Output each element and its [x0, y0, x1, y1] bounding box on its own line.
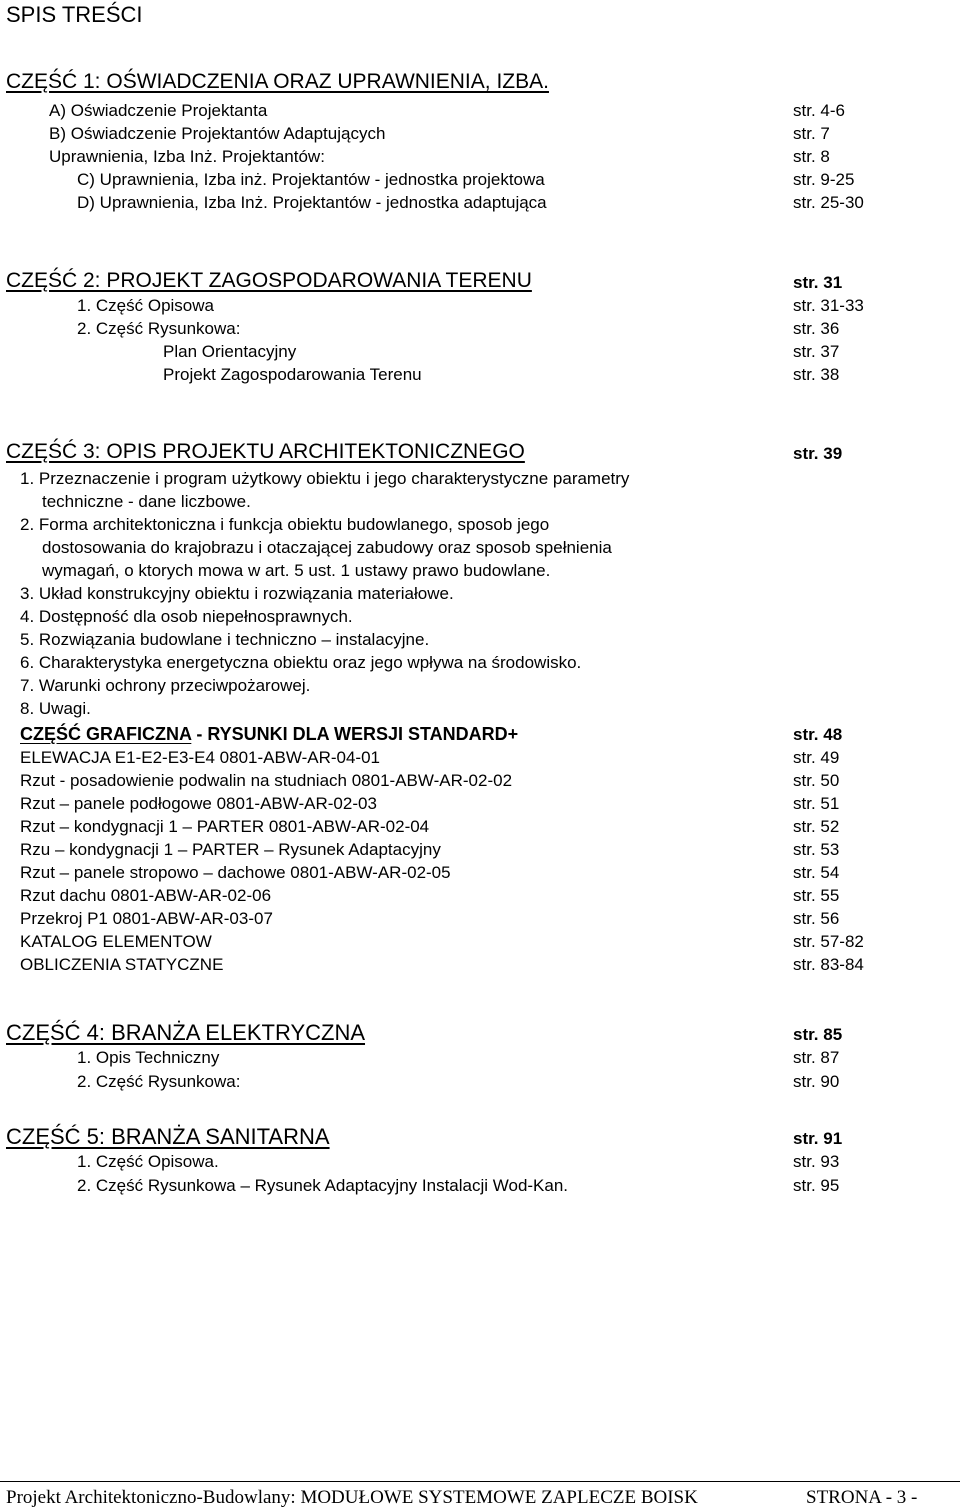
description-line: 5. Rozwiązania budowlane i techniczno – instalacyjne.: [20, 630, 430, 649]
drawing-entry-text: Rzut dachu 0801-ABW-AR-02-06: [20, 886, 272, 905]
drawing-entry-text: OBLICZENIA STATYCZNE: [20, 955, 224, 974]
graphic-part-heading-subtitle: - RYSUNKI DLA WERSJI STANDARD+: [196, 724, 519, 744]
drawing-entry-text: Rzut - posadowienie podwalin na studniach 0801-ABW-AR-02-02: [20, 771, 513, 790]
description-line: 7. Warunki ochrony przeciwpożarowej.: [20, 676, 311, 695]
description-line: 1. Przeznaczenie i program użytkowy obiektu i jego charakterystyczne parametry: [20, 469, 630, 488]
toc-entry-text: C) Uprawnienia, Izba inż. Projektantów - jednostka projektowa: [77, 170, 545, 189]
graphic-part-heading-page: str. 48: [793, 725, 843, 744]
drawing-entry-page: str. 50: [793, 771, 840, 790]
toc-entry-page: str. 93: [793, 1152, 840, 1171]
toc-entry-page: str. 8: [793, 147, 830, 166]
toc-entry-page: str. 38: [793, 365, 840, 384]
description-line: dostosowania do krajobrazu i otaczającej zabudowy oraz sposob spełnienia: [42, 538, 612, 557]
toc-entry-text: 1. Opis Techniczny: [77, 1048, 220, 1067]
toc-entry-text: Plan Orientacyjny: [163, 342, 297, 361]
section-5-heading: CZĘŚĆ 5: BRANŻA SANITARNA: [6, 1124, 330, 1149]
drawing-entry-text: ELEWACJA E1-E2-E3-E4 0801-ABW-AR-04-01: [20, 748, 380, 767]
footer-divider: [0, 1481, 960, 1482]
section-4-heading: CZĘŚĆ 4: BRANŻA ELEKTRYCZNA: [6, 1020, 366, 1045]
drawing-entry-text: Rzut – kondygnacji 1 – PARTER 0801-ABW-AR-02-04: [20, 817, 430, 836]
drawing-entry-page: str. 83-84: [793, 955, 864, 974]
description-line: 4. Dostępność dla osob niepełnosprawnych.: [20, 607, 353, 626]
toc-entry-page: str. 37: [793, 342, 840, 361]
drawing-entry-page: str. 54: [793, 863, 840, 882]
toc-entry-text: B) Oświadczenie Projektantów Adaptujących: [49, 124, 386, 143]
section-5-heading-page: str. 91: [793, 1129, 843, 1148]
drawing-entry-text: Rzut – panele podłogowe 0801-ABW-AR-02-03: [20, 794, 377, 813]
toc-entry-page: str. 87: [793, 1048, 840, 1067]
description-line: 8. Uwagi.: [20, 699, 91, 718]
toc-entry-page: str. 36: [793, 319, 840, 338]
section-2-heading: CZĘŚĆ 2: PROJEKT ZAGOSPODAROWANIA TERENU: [6, 269, 532, 292]
drawing-entry-text: Rzu – kondygnacji 1 – PARTER – Rysunek Adaptacyjny: [20, 840, 441, 859]
drawing-entry-text: Przekroj P1 0801-ABW-AR-03-07: [20, 909, 273, 928]
drawing-entry-page: str. 57-82: [793, 932, 864, 951]
toc-entry-text: 2. Część Rysunkowa:: [77, 1072, 241, 1091]
toc-entry-text: Projekt Zagospodarowania Terenu: [163, 365, 422, 384]
toc-entry-page: str. 95: [793, 1176, 840, 1195]
section-3-heading-page: str. 39: [793, 444, 843, 463]
drawing-entry-text: Rzut – panele stropowo – dachowe 0801-ABW-AR-02-05: [20, 863, 451, 882]
document-title: SPIS TREŚCI: [6, 2, 143, 27]
drawing-entry-page: str. 53: [793, 840, 840, 859]
toc-entry-text: A) Oświadczenie Projektanta: [49, 101, 268, 120]
toc-entry-page: str. 7: [793, 124, 830, 143]
toc-entry-page: str. 9-25: [793, 170, 855, 189]
graphic-part-heading-label: CZĘŚĆ GRAFICZNA: [20, 724, 192, 744]
toc-entry-text: D) Uprawnienia, Izba Inż. Projektantów - jednostka adaptująca: [77, 193, 547, 212]
description-line: 3. Układ konstrukcyjny obiektu i rozwiązania materiałowe.: [20, 584, 454, 603]
toc-entry-text: 2. Część Rysunkowa – Rysunek Adaptacyjny Instalacji Wod-Kan.: [77, 1176, 569, 1195]
drawing-entry-text: KATALOG ELEMENTOW: [20, 932, 212, 951]
section-4-heading-page: str. 85: [793, 1025, 843, 1044]
graphic-part-heading: [20, 724, 518, 745]
toc-entry-page: str. 31-33: [793, 296, 864, 315]
description-line: wymagań, o ktorych mowa w art. 5 ust. 1 ustawy prawo budowlane.: [42, 561, 551, 580]
description-line: 2. Forma architektoniczna i funkcja obiektu budowlanego, sposob jego: [20, 515, 550, 534]
toc-entry-text: 1. Część Opisowa: [77, 296, 214, 315]
drawing-entry-page: str. 56: [793, 909, 840, 928]
drawing-entry-page: str. 52: [793, 817, 840, 836]
drawing-entry-page: str. 49: [793, 748, 840, 767]
toc-entry-page: str. 25-30: [793, 193, 864, 212]
footer-page-number: STRONA - 3 -: [806, 1487, 918, 1508]
toc-entry-text: Uprawnienia, Izba Inż. Projektantów:: [49, 147, 325, 166]
drawing-entry-page: str. 55: [793, 886, 840, 905]
footer-project-name: Projekt Architektoniczno-Budowlany: MODUŁOWE SYSTEMOWE ZAPLECZE BOISK: [6, 1487, 698, 1508]
toc-entry-text: 1. Część Opisowa.: [77, 1152, 219, 1171]
section-2-heading-page: str. 31: [793, 273, 843, 292]
toc-entry-text: 2. Część Rysunkowa:: [77, 319, 241, 338]
toc-entry-page: str. 90: [793, 1072, 840, 1091]
description-line: techniczne - dane liczbowe.: [42, 492, 251, 511]
drawing-entry-page: str. 51: [793, 794, 840, 813]
toc-entry-page: str. 4-6: [793, 101, 845, 120]
section-3-heading: CZĘŚĆ 3: OPIS PROJEKTU ARCHITEKTONICZNEGO: [6, 440, 525, 463]
section-1-heading: CZĘŚĆ 1: OŚWIADCZENIA ORAZ UPRAWNIENIA, IZBA.: [6, 70, 549, 93]
description-line: 6. Charakterystyka energetyczna obiektu oraz jego wpływa na środowisko.: [20, 653, 582, 672]
